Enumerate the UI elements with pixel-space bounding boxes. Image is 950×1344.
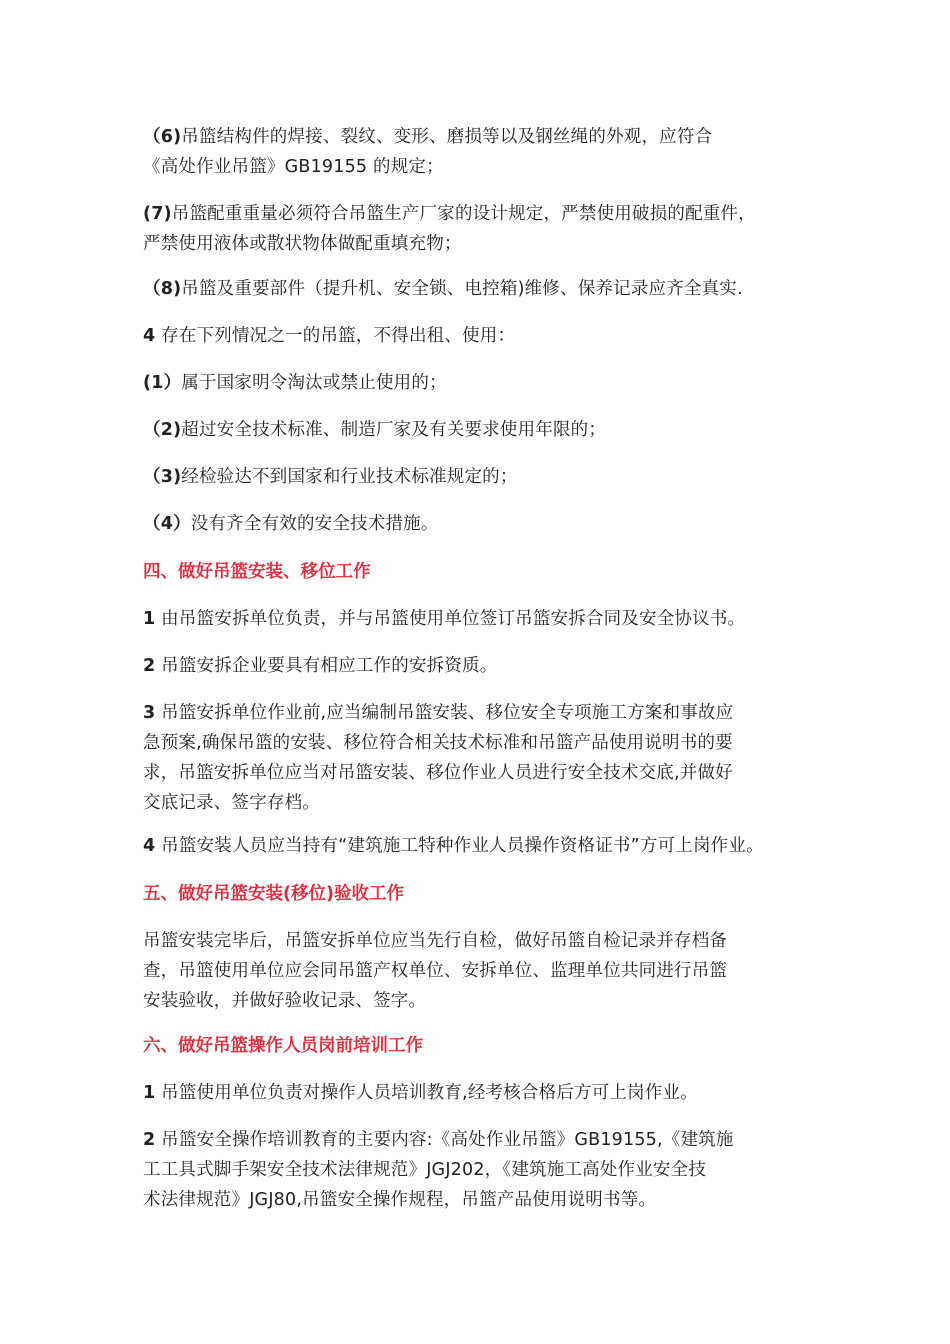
training-item-1-number: 1	[143, 1083, 156, 1103]
training-item-2-number: 2	[143, 1130, 156, 1150]
install-item-3: 3 吊篮安拆单位作业前,应当编制吊篮安装、移位安全专项施工方案和事故应 急预案,确保吊篮的安装、移位符合相关技术标准和吊篮产品使用说明书的要 求，吊篮安拆单位应当对吊篮安装、移位作业人员进行安全技术交底,并做好 交底记录、签字存档。	[143, 703, 734, 813]
training-item-2: 2 吊篮安全操作培训教育的主要内容:《高处作业吊篮》GB19155,《建筑施 工工具式脚手架安全技术法律规范》JGJ202，《建筑施工高处作业安全技 术法律规范》JGJ80,吊篮安全操作规程，吊篮产品使用说明书等。	[143, 1130, 734, 1210]
list-item-2-text: 超过安全技术标准、制造厂家及有关要求使用年限的；	[181, 420, 607, 440]
item-8	[143, 274, 823, 304]
section-4-intro	[143, 321, 823, 351]
list-item-3-text: 经检验达不到国家和行业技术标准规定的；	[181, 467, 518, 487]
section-heading-4: 四、做好吊篮安装、移位工作	[143, 562, 371, 582]
list-item-4-number: （4）	[143, 514, 191, 534]
install-item-4	[143, 831, 823, 861]
list-item-3-number: （3)	[143, 467, 182, 487]
item-7-line-1: (7)吊篮配重重量必须符合吊篮生产厂家的设计规定，严禁使用破损的配重件，	[143, 204, 756, 224]
list-item-1-number: (1）	[143, 373, 182, 393]
install-item-2-text: 吊篮安拆企业要具有相应工作的安拆资质。	[155, 656, 498, 676]
install-item-1-text: 由吊篮安拆单位负责，并与吊篮使用单位签订吊篮安拆合同及安全协议书。	[155, 609, 746, 629]
section-4-text: 存在下列情况之一的吊篮，不得出租、使用：	[155, 326, 516, 346]
training-item-1	[143, 1078, 823, 1108]
list-item-1-text: 属于国家明令淘汰或禁止使用的；	[181, 373, 447, 393]
install-item-2-number: 2	[143, 656, 156, 676]
install-item-3-number: 3	[143, 703, 156, 723]
section-4-number: 4	[143, 326, 156, 346]
list-item-1	[143, 368, 823, 398]
item-7-number: (7)	[143, 204, 172, 224]
item-8-text: 吊篮及重要部件（提升机、安全锁、电控箱)维修、保养记录应齐全真实.	[181, 279, 743, 299]
install-item-1-number: 1	[143, 609, 156, 629]
install-item-1	[143, 604, 823, 634]
item-6-line-2: 《高处作业吊篮》GB19155 的规定；	[143, 157, 444, 177]
section-heading-5: 五、做好吊篮安装(移位)验收工作	[143, 884, 404, 904]
item-7	[143, 199, 823, 259]
list-item-3	[143, 462, 823, 492]
install-item-4-text: 吊篮安装人员应当持有“建筑施工特种作业人员操作资格证书”方可上岗作业。	[155, 836, 764, 856]
item-6-number: （6)	[143, 127, 182, 147]
item-7-line-2: 严禁使用液体或散状物体做配重填充物；	[143, 234, 462, 254]
item-6	[143, 122, 823, 182]
list-item-4-text: 没有齐全有效的安全技术措施。	[190, 514, 439, 534]
item-6-line-1: （6)吊篮结构件的焊接、裂纹、变形、磨损等以及钢丝绳的外观，应符合	[143, 127, 713, 147]
list-item-2-number: （2)	[143, 420, 182, 440]
list-item-2	[143, 415, 823, 445]
list-item-4	[143, 509, 823, 539]
install-item-4-number: 4	[143, 836, 156, 856]
training-item-1-text: 吊篮使用单位负责对操作人员培训教育,经考核合格后方可上岗作业。	[155, 1083, 698, 1103]
install-item-2	[143, 651, 823, 681]
section-heading-6: 六、做好吊篮操作人员岗前培训工作	[143, 1036, 423, 1056]
acceptance-paragraph: 吊篮安装完毕后，吊篮安拆单位应当先行自检，做好吊篮自检记录并存档备 查，吊篮使用单位应会同吊篮产权单位、安拆单位、监理单位共同进行吊篮 安装验收，并做好验收记录、签字。	[143, 931, 728, 1011]
item-8-number: （8)	[143, 279, 182, 299]
